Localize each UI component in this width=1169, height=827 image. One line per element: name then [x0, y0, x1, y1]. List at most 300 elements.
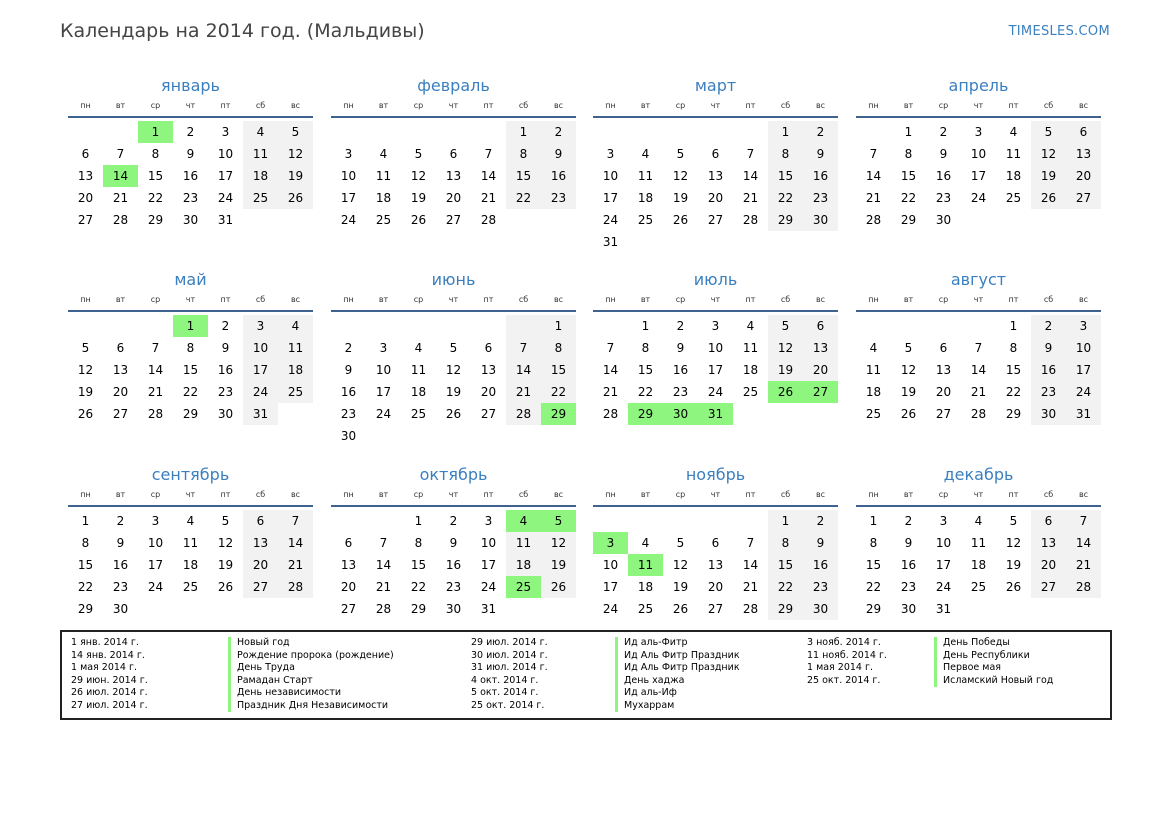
- empty-day-cell: [471, 121, 506, 143]
- day-cell: 30: [803, 209, 838, 231]
- month-name: январь: [161, 76, 220, 95]
- day-cell: 21: [742, 191, 759, 205]
- weekday-label: вс: [815, 295, 826, 304]
- holiday-legend: [60, 630, 1112, 720]
- month-block: [68, 74, 313, 231]
- day-cell: 11: [865, 363, 882, 377]
- day-cell: 25: [375, 213, 392, 227]
- day-cell: 22: [77, 580, 94, 594]
- day-cell: 3: [974, 125, 983, 139]
- weekday-label: пт: [220, 490, 231, 499]
- day-cell: 16: [900, 558, 917, 572]
- day-cell: 22: [506, 187, 541, 209]
- day-cell: 3: [379, 341, 388, 355]
- day-cell: 18: [637, 580, 654, 594]
- day-cell: 9: [449, 536, 458, 550]
- day-cell: 28: [742, 213, 759, 227]
- day-cell: 25: [410, 407, 427, 421]
- legend-date: 1 мая 2014 г.: [71, 662, 137, 673]
- empty-day-cell: [506, 315, 541, 337]
- day-cell: 1: [869, 514, 878, 528]
- day-cell: 30: [182, 213, 199, 227]
- days-grid: [593, 121, 838, 253]
- month-name: февраль: [417, 76, 490, 95]
- legend-holiday-name: Рамадан Старт: [228, 675, 394, 688]
- empty-day-cell: [961, 315, 996, 337]
- empty-day-cell: [926, 315, 961, 337]
- day-cell: 3: [344, 147, 353, 161]
- holiday-day-cell: 1: [138, 121, 173, 143]
- day-cell: 7: [974, 341, 983, 355]
- weekday-label: пн: [868, 101, 879, 110]
- day-cell: 2: [803, 510, 838, 532]
- weekday-label: сб: [518, 490, 529, 499]
- weekday-label: ср: [675, 101, 686, 110]
- day-cell: 2: [449, 514, 458, 528]
- day-cell: 5: [904, 341, 913, 355]
- day-cell: 21: [147, 385, 164, 399]
- weekday-label: чт: [710, 490, 721, 499]
- empty-day-cell: [401, 121, 436, 143]
- month-name: апрель: [948, 76, 1009, 95]
- weekday-label: чт: [973, 295, 984, 304]
- day-cell: 17: [375, 385, 392, 399]
- day-cell: 18: [278, 359, 313, 381]
- day-cell: 31: [217, 213, 234, 227]
- day-cell: 13: [112, 363, 129, 377]
- weekday-label: ср: [413, 490, 424, 499]
- weekday-label: чт: [185, 295, 196, 304]
- day-cell: 24: [375, 407, 392, 421]
- weekday-label: сб: [1043, 101, 1054, 110]
- legend-holiday-name: День хаджа: [615, 675, 740, 688]
- legend-date: 29 июл. 2014 г.: [471, 637, 548, 648]
- weekday-header: [593, 292, 838, 312]
- day-cell: 4: [641, 536, 650, 550]
- day-cell: 5: [676, 147, 685, 161]
- day-cell: 2: [904, 514, 913, 528]
- day-cell: 23: [803, 576, 838, 598]
- day-cell: 16: [672, 363, 689, 377]
- day-cell: 8: [1009, 341, 1018, 355]
- day-cell: 6: [711, 147, 720, 161]
- weekday-label: вс: [553, 101, 564, 110]
- day-cell: 20: [480, 385, 497, 399]
- empty-day-cell: [628, 510, 663, 532]
- weekday-header: [856, 292, 1101, 312]
- day-cell: 23: [803, 187, 838, 209]
- day-cell: 23: [900, 580, 917, 594]
- day-cell: 25: [865, 407, 882, 421]
- empty-day-cell: [593, 510, 628, 532]
- day-cell: 19: [77, 385, 94, 399]
- day-cell: 25: [278, 381, 313, 403]
- day-cell: 8: [768, 143, 803, 165]
- day-cell: 11: [410, 363, 427, 377]
- day-cell: 20: [935, 385, 952, 399]
- weekday-label: сб: [518, 295, 529, 304]
- day-cell: 14: [865, 169, 882, 183]
- day-cell: 14: [375, 558, 392, 572]
- day-cell: 15: [77, 558, 94, 572]
- day-cell: 4: [1009, 125, 1018, 139]
- day-cell: 18: [742, 363, 759, 377]
- holiday-day-cell: 3: [593, 532, 628, 554]
- legend-date: 1 мая 2014 г.: [807, 662, 873, 673]
- day-cell: 10: [243, 337, 278, 359]
- weekday-label: вт: [115, 490, 126, 499]
- day-cell: 5: [414, 147, 423, 161]
- day-cell: 27: [112, 407, 129, 421]
- weekday-label: вт: [378, 490, 389, 499]
- empty-day-cell: [698, 121, 733, 143]
- month-block: [593, 463, 838, 620]
- day-cell: 5: [1031, 121, 1066, 143]
- day-cell: 28: [506, 403, 541, 425]
- day-cell: 1: [506, 121, 541, 143]
- day-cell: 10: [375, 363, 392, 377]
- day-cell: 23: [340, 407, 357, 421]
- day-cell: 6: [711, 536, 720, 550]
- day-cell: 24: [243, 381, 278, 403]
- day-cell: 5: [449, 341, 458, 355]
- holiday-day-cell: 11: [628, 554, 663, 576]
- day-cell: 10: [935, 536, 952, 550]
- day-cell: 13: [1031, 532, 1066, 554]
- day-cell: 15: [900, 169, 917, 183]
- weekday-label: ср: [675, 490, 686, 499]
- day-cell: 7: [746, 536, 755, 550]
- legend-date: 29 июн. 2014 г.: [71, 674, 148, 686]
- day-cell: 4: [278, 315, 313, 337]
- day-cell: 6: [484, 341, 493, 355]
- weekday-label: чт: [973, 101, 984, 110]
- day-cell: 23: [182, 191, 199, 205]
- day-cell: 16: [803, 554, 838, 576]
- day-cell: 30: [1031, 403, 1066, 425]
- day-cell: 24: [602, 602, 619, 616]
- day-cell: 15: [147, 169, 164, 183]
- holiday-day-cell: 27: [803, 381, 838, 403]
- day-cell: 2: [116, 514, 125, 528]
- day-cell: 7: [869, 147, 878, 161]
- day-cell: 2: [803, 121, 838, 143]
- holiday-day-cell: 5: [541, 510, 576, 532]
- empty-day-cell: [138, 315, 173, 337]
- legend-date: 27 июл. 2014 г.: [71, 699, 148, 711]
- day-cell: 9: [541, 143, 576, 165]
- weekday-label: пт: [483, 295, 494, 304]
- day-cell: 8: [641, 341, 650, 355]
- day-cell: 8: [151, 147, 160, 161]
- month-name: август: [950, 270, 1007, 289]
- day-cell: 7: [151, 341, 160, 355]
- day-cell: 21: [480, 191, 497, 205]
- day-cell: 15: [1005, 363, 1022, 377]
- legend-holiday-name: День Труда: [228, 662, 394, 675]
- day-cell: 22: [900, 191, 917, 205]
- day-cell: 1: [1009, 319, 1018, 333]
- legend-date: 5 окт. 2014 г.: [471, 687, 539, 698]
- day-cell: 3: [484, 514, 493, 528]
- day-cell: 15: [865, 558, 882, 572]
- day-cell: 24: [147, 580, 164, 594]
- weekday-label: вс: [1078, 490, 1089, 499]
- day-cell: 26: [900, 407, 917, 421]
- day-cell: 29: [900, 213, 917, 227]
- days-grid: [331, 121, 576, 231]
- day-cell: 6: [116, 341, 125, 355]
- day-cell: 18: [243, 165, 278, 187]
- day-cell: 3: [221, 125, 230, 139]
- day-cell: 5: [1009, 514, 1018, 528]
- day-cell: 1: [541, 315, 576, 337]
- day-cell: 27: [1066, 187, 1101, 209]
- day-cell: 28: [147, 407, 164, 421]
- day-cell: 22: [637, 385, 654, 399]
- empty-day-cell: [331, 315, 366, 337]
- weekday-label: вс: [815, 101, 826, 110]
- day-cell: 11: [506, 532, 541, 554]
- day-cell: 20: [707, 191, 724, 205]
- day-cell: 11: [375, 169, 392, 183]
- weekday-header: [593, 98, 838, 118]
- day-cell: 17: [935, 558, 952, 572]
- day-cell: 8: [541, 337, 576, 359]
- legend-date: 25 окт. 2014 г.: [471, 699, 545, 711]
- days-grid: [331, 510, 576, 620]
- legend-date: 31 июл. 2014 г.: [471, 662, 548, 673]
- day-cell: 15: [541, 359, 576, 381]
- weekday-label: сб: [255, 490, 266, 499]
- day-cell: 16: [217, 363, 234, 377]
- weekday-label: пн: [80, 490, 91, 499]
- day-cell: 4: [379, 147, 388, 161]
- day-cell: 7: [484, 147, 493, 161]
- day-cell: 24: [340, 213, 357, 227]
- weekday-label: сб: [1043, 490, 1054, 499]
- day-cell: 15: [410, 558, 427, 572]
- day-cell: 15: [637, 363, 654, 377]
- day-cell: 6: [1031, 510, 1066, 532]
- weekday-label: пт: [745, 101, 756, 110]
- day-cell: 22: [768, 187, 803, 209]
- day-cell: 12: [278, 143, 313, 165]
- empty-day-cell: [366, 315, 401, 337]
- day-cell: 29: [410, 602, 427, 616]
- day-cell: 2: [676, 319, 685, 333]
- day-cell: 1: [81, 514, 90, 528]
- day-cell: 27: [77, 213, 94, 227]
- weekday-label: ср: [938, 490, 949, 499]
- day-cell: 12: [900, 363, 917, 377]
- weekday-label: пн: [605, 490, 616, 499]
- day-cell: 20: [445, 191, 462, 205]
- month-name: декабрь: [943, 465, 1014, 484]
- month-block: [68, 463, 313, 620]
- day-cell: 12: [541, 532, 576, 554]
- month-name: сентябрь: [151, 465, 230, 484]
- day-cell: 23: [445, 580, 462, 594]
- holiday-day-cell: 29: [541, 403, 576, 425]
- day-cell: 7: [746, 147, 755, 161]
- day-cell: 24: [217, 191, 234, 205]
- day-cell: 22: [865, 580, 882, 594]
- day-cell: 18: [637, 191, 654, 205]
- weekday-label: вс: [1078, 295, 1089, 304]
- weekday-label: ср: [675, 295, 686, 304]
- day-cell: 10: [217, 147, 234, 161]
- day-cell: 12: [672, 558, 689, 572]
- legend-date: 14 янв. 2014 г.: [71, 649, 145, 661]
- day-cell: 29: [1005, 407, 1022, 421]
- day-cell: 26: [541, 576, 576, 598]
- day-cell: 26: [278, 187, 313, 209]
- day-cell: 27: [480, 407, 497, 421]
- day-cell: 9: [344, 363, 353, 377]
- legend-holiday-name: День Республики: [934, 650, 1053, 663]
- day-cell: 12: [672, 169, 689, 183]
- day-cell: 21: [506, 381, 541, 403]
- weekday-label: чт: [973, 490, 984, 499]
- day-cell: 24: [602, 213, 619, 227]
- day-cell: 18: [865, 385, 882, 399]
- day-cell: 13: [340, 558, 357, 572]
- weekday-header: [68, 487, 313, 507]
- day-cell: 9: [939, 147, 948, 161]
- day-cell: 16: [541, 165, 576, 187]
- month-block: [856, 74, 1101, 231]
- day-cell: 26: [77, 407, 94, 421]
- month-block: [331, 268, 576, 447]
- day-cell: 18: [1005, 169, 1022, 183]
- legend-holiday-name: Ид Аль Фитр Праздник: [615, 650, 740, 663]
- weekday-header: [331, 98, 576, 118]
- weekday-label: сб: [1043, 295, 1054, 304]
- day-cell: 3: [151, 514, 160, 528]
- day-cell: 12: [768, 337, 803, 359]
- day-cell: 16: [112, 558, 129, 572]
- holiday-day-cell: 4: [506, 510, 541, 532]
- day-cell: 17: [970, 169, 987, 183]
- day-cell: 20: [1031, 554, 1066, 576]
- day-cell: 8: [904, 147, 913, 161]
- day-cell: 3: [606, 147, 615, 161]
- day-cell: 22: [1005, 385, 1022, 399]
- empty-day-cell: [366, 510, 401, 532]
- weekday-label: вс: [553, 295, 564, 304]
- day-cell: 3: [1066, 315, 1101, 337]
- day-cell: 18: [410, 385, 427, 399]
- weekday-label: сб: [780, 490, 791, 499]
- day-cell: 26: [217, 580, 234, 594]
- weekday-label: вт: [640, 490, 651, 499]
- weekday-label: ср: [150, 490, 161, 499]
- day-cell: 31: [243, 403, 278, 425]
- month-block: [331, 463, 576, 620]
- legend-names-col-2: [615, 637, 740, 712]
- day-cell: 20: [77, 191, 94, 205]
- day-cell: 6: [1066, 121, 1101, 143]
- day-cell: 10: [707, 341, 724, 355]
- day-cell: 28: [1066, 576, 1101, 598]
- weekday-header: [331, 487, 576, 507]
- day-cell: 29: [865, 602, 882, 616]
- weekday-label: вс: [290, 295, 301, 304]
- days-grid: [856, 121, 1101, 231]
- holiday-day-cell: 29: [628, 403, 663, 425]
- day-cell: 30: [340, 429, 357, 443]
- month-name: май: [174, 270, 207, 289]
- days-grid: [593, 315, 838, 425]
- day-cell: 1: [768, 510, 803, 532]
- day-cell: 20: [707, 580, 724, 594]
- day-cell: 22: [541, 381, 576, 403]
- weekday-label: ср: [150, 101, 161, 110]
- day-cell: 26: [672, 213, 689, 227]
- brand-link[interactable]: TIMESLES.COM: [1008, 24, 1110, 39]
- day-cell: 13: [803, 337, 838, 359]
- legend-holiday-name: Первое мая: [934, 662, 1053, 675]
- day-cell: 25: [1005, 191, 1022, 205]
- legend-holiday-name: Исламский Новый год: [934, 675, 1053, 688]
- day-cell: 13: [77, 169, 94, 183]
- day-cell: 19: [541, 554, 576, 576]
- weekday-label: пн: [343, 295, 354, 304]
- day-cell: 11: [742, 341, 759, 355]
- day-cell: 7: [506, 337, 541, 359]
- day-cell: 11: [1005, 147, 1022, 161]
- empty-day-cell: [103, 121, 138, 143]
- weekday-label: чт: [448, 101, 459, 110]
- day-cell: 26: [1031, 187, 1066, 209]
- day-cell: 7: [278, 510, 313, 532]
- day-cell: 28: [375, 602, 392, 616]
- day-cell: 28: [602, 407, 619, 421]
- month-block: [593, 268, 838, 425]
- holiday-day-cell: 30: [663, 403, 698, 425]
- day-cell: 29: [768, 598, 803, 620]
- day-cell: 8: [186, 341, 195, 355]
- day-cell: 3: [243, 315, 278, 337]
- weekday-label: вт: [903, 490, 914, 499]
- day-cell: 17: [147, 558, 164, 572]
- day-cell: 2: [1031, 315, 1066, 337]
- day-cell: 9: [803, 143, 838, 165]
- day-cell: 17: [707, 363, 724, 377]
- day-cell: 5: [676, 536, 685, 550]
- weekday-header: [68, 98, 313, 118]
- day-cell: 15: [768, 554, 803, 576]
- day-cell: 28: [865, 213, 882, 227]
- month-name: март: [694, 76, 737, 95]
- weekday-label: пт: [220, 101, 231, 110]
- empty-day-cell: [401, 315, 436, 337]
- day-cell: 14: [602, 363, 619, 377]
- day-cell: 28: [742, 602, 759, 616]
- weekday-label: вт: [903, 101, 914, 110]
- weekday-header: [856, 98, 1101, 118]
- day-cell: 21: [1066, 554, 1101, 576]
- empty-day-cell: [331, 510, 366, 532]
- day-cell: 10: [1066, 337, 1101, 359]
- weekday-label: пт: [1008, 490, 1019, 499]
- weekday-label: ср: [413, 295, 424, 304]
- month-name: октябрь: [419, 465, 488, 484]
- day-cell: 20: [803, 359, 838, 381]
- empty-day-cell: [68, 315, 103, 337]
- day-cell: 14: [742, 169, 759, 183]
